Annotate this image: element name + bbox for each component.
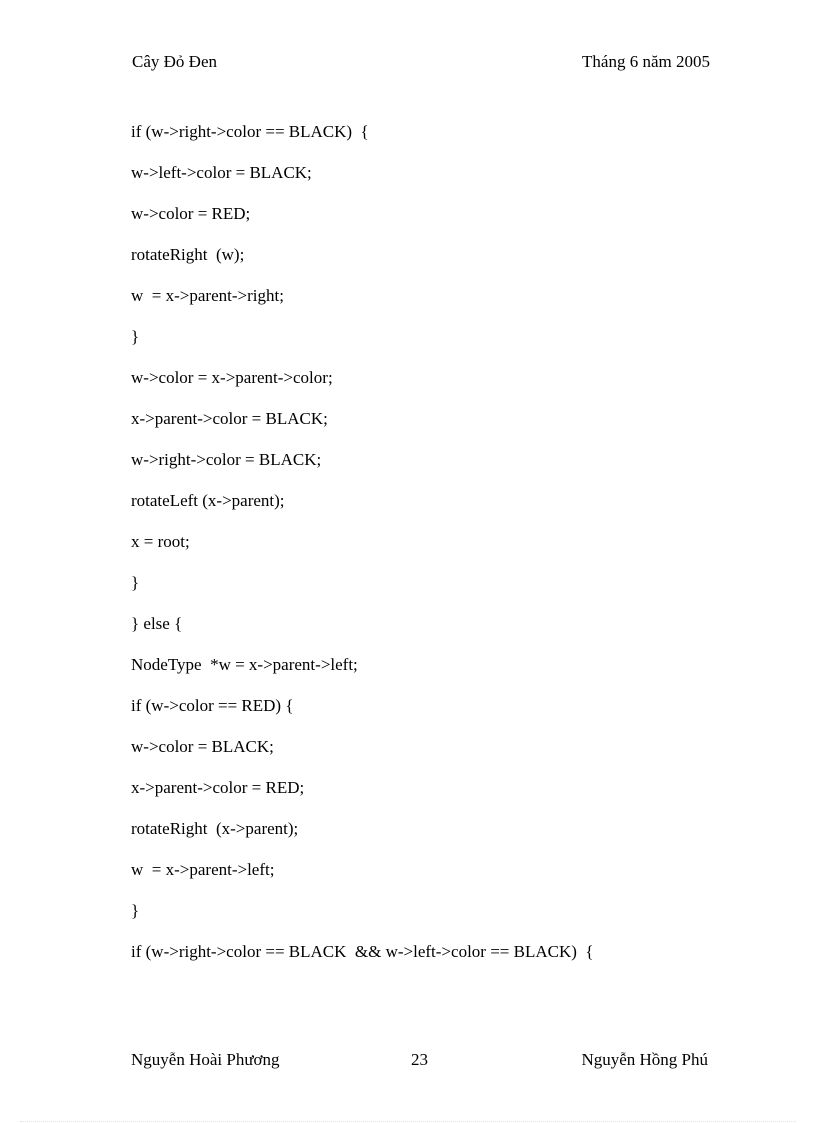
code-line: w->color = RED; bbox=[131, 204, 251, 223]
footer-author-1: Nguyễn Hoài Phương bbox=[131, 1050, 280, 1069]
code-line: rotateLeft (x->parent); bbox=[131, 491, 285, 510]
code-line: w->left->color = BLACK; bbox=[131, 163, 312, 182]
header-title: Cây Đỏ Đen bbox=[132, 52, 217, 71]
code-line: } bbox=[131, 573, 140, 592]
code-line: if (w->right->color == BLACK && w->left->color == BLACK) { bbox=[131, 942, 594, 961]
footer-author-2: Nguyễn Hồng Phú bbox=[581, 1050, 708, 1069]
code-line: if (w->right->color == BLACK) { bbox=[131, 122, 369, 141]
code-line: x->parent->color = RED; bbox=[131, 778, 305, 797]
code-line: w->color = BLACK; bbox=[131, 737, 274, 756]
code-line: } bbox=[131, 327, 140, 346]
code-line: w = x->parent->left; bbox=[131, 860, 275, 879]
code-line: NodeType *w = x->parent->left; bbox=[131, 655, 358, 674]
header-date: Tháng 6 năm 2005 bbox=[582, 52, 710, 71]
code-block bbox=[131, 120, 731, 981]
code-line: if (w->color == RED) { bbox=[131, 696, 294, 715]
code-line: rotateRight (w); bbox=[131, 245, 245, 264]
code-line: } bbox=[131, 901, 140, 920]
code-line: rotateRight (x->parent); bbox=[131, 819, 299, 838]
code-line: w->right->color = BLACK; bbox=[131, 450, 322, 469]
code-line: w = x->parent->right; bbox=[131, 286, 284, 305]
page-bottom-edge bbox=[20, 1121, 796, 1122]
code-line: } else { bbox=[131, 614, 183, 633]
code-line: x->parent->color = BLACK; bbox=[131, 409, 328, 428]
code-line: w->color = x->parent->color; bbox=[131, 368, 333, 387]
code-line: x = root; bbox=[131, 532, 190, 551]
page-number: 23 bbox=[411, 1050, 428, 1069]
